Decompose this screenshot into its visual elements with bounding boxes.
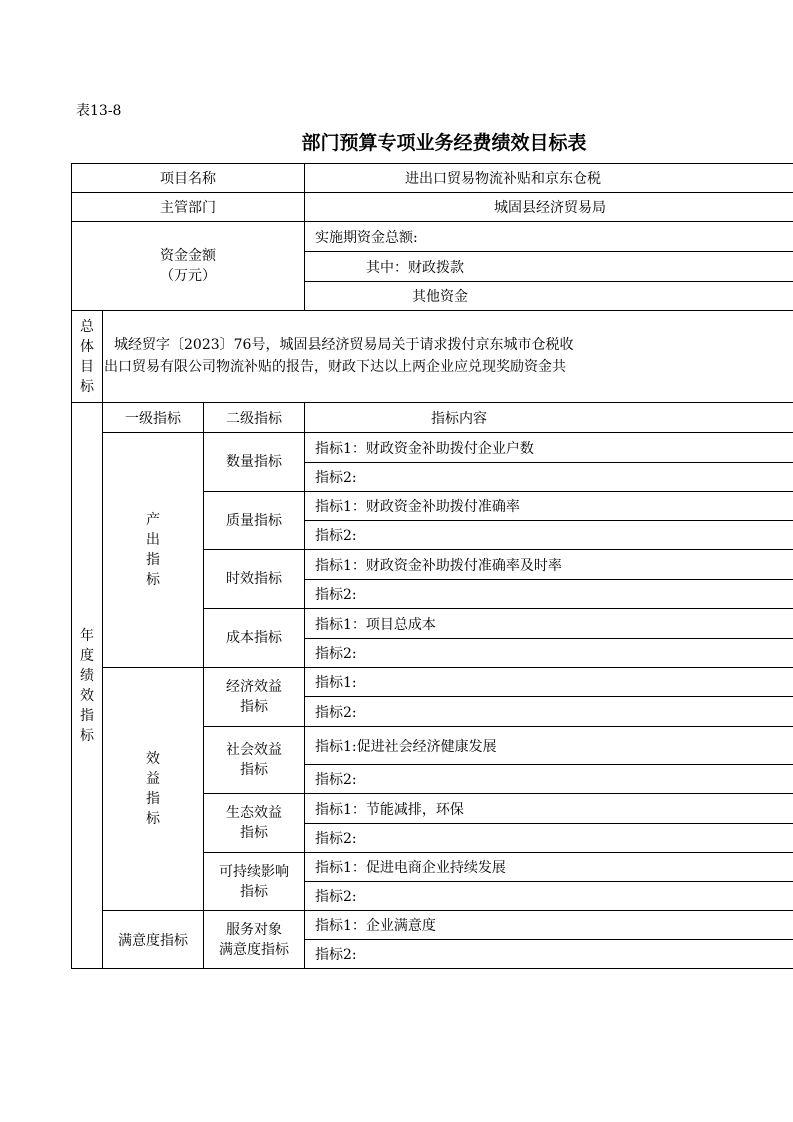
group-name-line: 生态效益 [226, 805, 282, 821]
group-service-satisfaction-name [204, 911, 304, 968]
group-name-line: 指标 [240, 699, 268, 715]
col-level2-header: 二级指标 [226, 410, 282, 427]
fund-label-line1: 资金金额 [160, 248, 216, 264]
group-economic-indicator2: 指标2: [315, 704, 357, 721]
benefit-label-char: 标 [146, 811, 160, 827]
overall-label-char: 标 [80, 378, 94, 395]
benefit-indicator-label [103, 668, 203, 910]
group-quantity-indicator1: 指标1：财政资金补助拨付企业户数 [315, 440, 534, 457]
group-timeliness-indicator2: 指标2: [315, 587, 357, 603]
overall-target-line1 [104, 334, 793, 354]
group-quality-name [204, 492, 304, 549]
group-social-indicator2: 指标2: [315, 772, 357, 788]
group-sustainable-indicator1: 指标1：促进电商企业持续发展 [315, 860, 506, 876]
group-name-line: 数量指标 [226, 454, 282, 470]
overall-label-char: 目 [80, 358, 94, 375]
group-name-line: 指标 [240, 762, 268, 778]
satisfaction-indicator-label: 满意度指标 [118, 932, 188, 949]
project-name-value: 进出口贸易物流补贴和京东仓税 [405, 171, 601, 187]
group-name-line: 质量指标 [226, 512, 282, 529]
page-title-text: 部门预算专项业务经费绩效目标表 [301, 132, 587, 154]
group-ecological-indicator1: 指标1：节能减排，环保 [315, 801, 464, 818]
group-quantity-indicator2: 指标2: [315, 470, 357, 486]
group-social-name [204, 727, 304, 793]
group-name-line: 时效指标 [226, 571, 282, 587]
overall-label-char: 总 [80, 318, 94, 335]
group-name-line: 服务对象 [226, 921, 282, 938]
fund-label-line2: （万元） [160, 268, 216, 284]
col-content-header: 指标内容 [431, 410, 487, 427]
group-name-line: 成本指标 [226, 630, 282, 646]
overall-label-char: 体 [80, 338, 94, 355]
output-label-char: 标 [146, 572, 160, 588]
fund-fiscal-label: 其中：财政拨款 [366, 259, 464, 276]
table-grid-line [71, 310, 793, 311]
dept-label: 主管部门 [160, 200, 216, 216]
group-quality-indicator1: 指标1：财政资金补助拨付准确率 [315, 499, 520, 515]
annual-label-char: 指 [80, 707, 94, 724]
group-cost-indicator2: 指标2: [315, 646, 357, 662]
group-social-indicator1: 指标1:促进社会经济健康发展 [315, 738, 497, 755]
group-sustainable-indicator2: 指标2: [315, 889, 357, 905]
annual-label-char: 年 [80, 627, 94, 644]
group-quantity-name [204, 433, 304, 491]
annual-label-char: 效 [80, 687, 94, 704]
group-name-line: 满意度指标 [219, 941, 289, 958]
benefit-label-char: 指 [146, 791, 160, 807]
group-ecological-indicator2: 指标2: [315, 831, 357, 847]
annual-label-char: 度 [80, 647, 94, 664]
group-timeliness-name [204, 550, 304, 608]
output-label-char: 产 [146, 512, 160, 528]
group-service-satisfaction-indicator1: 指标1：企业满意度 [315, 918, 436, 934]
group-cost-indicator1: 指标1：项目总成本 [315, 616, 436, 633]
group-ecological-name [204, 794, 304, 852]
group-timeliness-indicator1: 指标1：财政资金补助拨付准确率及时率 [315, 557, 562, 574]
group-service-satisfaction-indicator2: 指标2: [315, 947, 357, 963]
annual-label-char: 标 [80, 727, 94, 744]
fund-total-label: 实施期资金总额: [315, 229, 418, 246]
table-number: 表13-8 [76, 103, 122, 119]
output-indicator-label [103, 433, 203, 667]
group-economic-name [204, 668, 304, 726]
group-name-line: 经济效益 [226, 679, 282, 695]
output-label-char: 指 [146, 552, 160, 568]
fund-other-label: 其他资金 [412, 289, 468, 305]
benefit-label-char: 效 [146, 751, 160, 767]
annual-performance-label [72, 403, 102, 968]
group-cost-name [204, 609, 304, 667]
fund-amount-label [72, 222, 304, 310]
overall-target-line2: 出口贸易有限公司物流补贴的报告，财政下达以上两企业应兑现奖励资金共 [104, 359, 566, 375]
group-quality-indicator2: 指标2: [315, 528, 357, 544]
group-sustainable-name [204, 853, 304, 910]
group-economic-indicator1: 指标1: [315, 675, 357, 691]
group-name-line: 指标 [240, 883, 268, 900]
table-grid-line [71, 968, 793, 969]
group-name-line: 可持续影响 [219, 863, 289, 880]
group-name-line: 社会效益 [226, 742, 282, 758]
dept-value: 城固县经济贸易局 [494, 200, 606, 216]
project-name-label: 项目名称 [160, 171, 216, 187]
col-level1-header: 一级指标 [125, 410, 181, 427]
overall-target-label [72, 311, 102, 402]
group-name-line: 指标 [240, 825, 268, 841]
annual-label-char: 绩 [80, 667, 94, 684]
benefit-label-char: 益 [146, 771, 160, 787]
overall-target-text1: 城经贸字〔2023〕76号，城固县经济贸易局关于请求拨付京东城市仓税收 [114, 337, 574, 353]
output-label-char: 出 [146, 532, 160, 548]
